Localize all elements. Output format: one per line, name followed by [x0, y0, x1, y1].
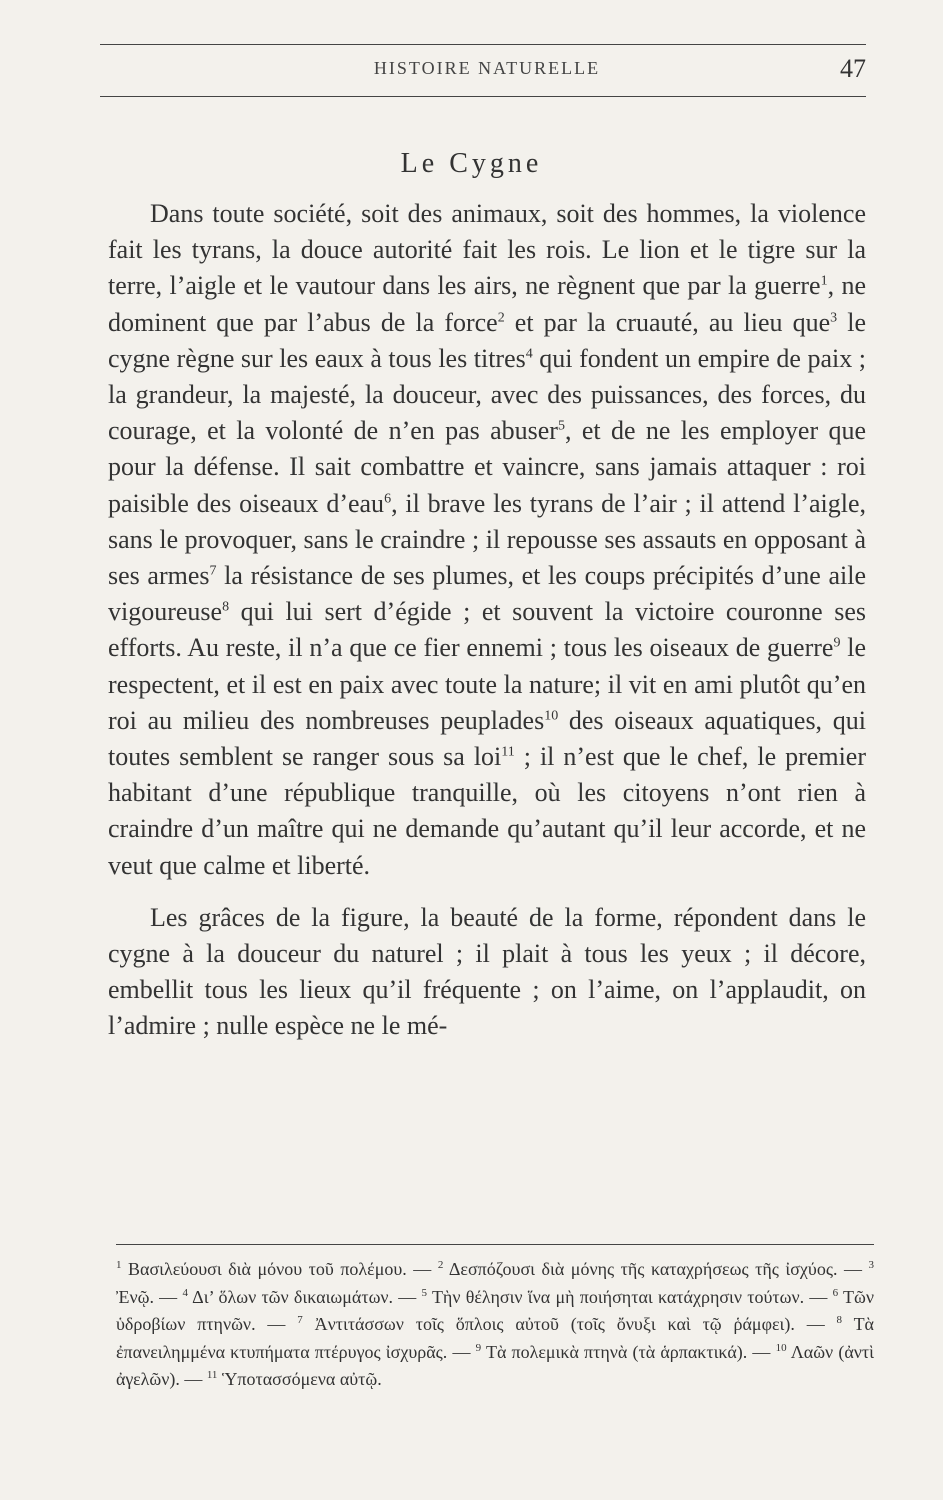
footnote-number: 9	[475, 1341, 482, 1354]
footnote-marker: 8	[222, 599, 230, 615]
page-number: 47	[840, 54, 866, 83]
footnote-text: Ὑποτασσόμενα αὐτῷ.	[217, 1369, 382, 1390]
footnote-number: 10	[775, 1341, 787, 1354]
footnote-text: Δεσπόζουσι διὰ μόνης τῆς καταχρήσεως τῆς ἰσχύος. —	[443, 1259, 869, 1279]
footnote-number: 11	[206, 1369, 218, 1382]
footnote-number: 8	[836, 1314, 843, 1327]
footnote-marker: 7	[209, 563, 217, 579]
footnote-number: 7	[297, 1314, 303, 1327]
footnote-marker: 1	[820, 273, 828, 289]
footnote-marker: 3	[830, 309, 838, 325]
footnote-text: Λαῶν (ἀντὶ ἀγελῶν). —	[116, 1341, 874, 1390]
footnote-text: Δι’ ὅλων τῶν δικαιωμάτων. —	[187, 1286, 422, 1307]
footnote-number: 3	[868, 1259, 874, 1271]
footnote-marker: 5	[557, 418, 565, 434]
chapter-title: Le Cygne	[400, 148, 543, 179]
paragraph-1: Dans toute société, soit des animaux, soit des hommes, la violence fait les tyrans, la douce autorité fait les rois. Le lion et le tigre sur la terre, l’aigle et le vautour dans les airs, ne règnent que par la guerre$^1$, ne dominent que par l’abus de la force$^2$ et par la cruauté, au lieu que$^3$ le cygne règne sur les eaux à tous les titres$^4$ qui fondent un empire de paix ; la grandeur, la majesté, la douceur, avec des puissances, des forces, du courage, et la volonté de n’en pas abuser$^5$, et de ne les employer que pour la défense. Il sait combattre et vaincre, sans jamais attaquer : roi paisible des oiseaux d’eau$^6$, il brave les tyrans de l’air ; il attend l’aigle, sans le provoquer, sans le craindre ; il repousse ses assauts en opposant à ses armes$^7$ la résistance de ses plumes, et les coups précipités d’une aile vigoureuse$^8$ qui lui sert d’égide ; et souvent la victoire couronne ses efforts. Au reste, il n’a que ce fier ennemi ; tous les oiseaux de guerre$^9$ le respectent, et il est en paix avec toute la nature; il vit en ami plutôt qu’en roi au milieu des nombreuses peuplades$^{10}$ des oiseaux aquatiques, qui toutes semblent se ranger sous sa loi$^{11}$ ; il n’est que le chef, le premier habitant d’une république tranquille, où les citoyens n’ont rien à craindre d’un maître qui ne demande qu’autant qu’il leur accorde, et ne veut que calme et liberté.	[108, 199, 867, 880]
footnote-marker: 4	[525, 346, 533, 362]
running-head: HISTOIRE NATURELLE	[373, 58, 601, 78]
footnote-text: Τὰ ἐπανειλημμένα κτυπήματα πτέρυγος ἰσχυρᾶς. —	[116, 1314, 874, 1362]
footnote-marker: 10	[544, 708, 559, 724]
footnote-marker: 11	[501, 744, 515, 760]
footnote-text: Ἀντιτάσσων τοῖς ὅπλοις αὐτοῦ (τοῖς ὄνυξι καὶ τῷ ῥάμφει). —	[302, 1314, 837, 1335]
footnote-number: 4	[182, 1286, 188, 1299]
paragraph-2: Les grâces de la figure, la beauté de la forme, répondent dans le cygne à la douceur du naturel ; il plait à tous les yeux ; il décore, embellit tous les lieux qu’il fréquente ; on l’aime, on l’applaudit, on l’admire ; nulle espèce ne le mé-	[108, 902, 866, 1041]
footnote-marker: 6	[384, 490, 392, 506]
footnote-text: Τῶν ὑδροβίων πτηνῶν. —	[116, 1286, 875, 1335]
footnote-text: Τὴν θέλησιν ἵνα μὴ ποιήσηται κατάχρησιν τούτων. —	[427, 1286, 833, 1307]
footnote-text: Τὰ πολεμικὰ πτηνὰ (τὰ ἁρπακτικά). —	[481, 1341, 776, 1362]
header-rule-bottom	[100, 96, 866, 97]
footnote-number: 6	[832, 1286, 839, 1299]
footnote-number: 1	[116, 1259, 122, 1271]
footnote-text: Βασιλεύουσι διὰ μόνου τοῦ πολέμου. —	[121, 1259, 438, 1279]
footnote-marker: 2	[497, 309, 505, 325]
footnote-marker: 9	[833, 635, 841, 651]
body-text	[108, 196, 866, 1045]
header-rule-top	[100, 44, 866, 45]
footnote-rule	[116, 1244, 874, 1245]
footnote-text: Ἐνῷ. —	[116, 1286, 183, 1307]
footnotes	[116, 1256, 874, 1394]
footnote-number: 2	[437, 1259, 444, 1271]
footnote-number: 5	[421, 1286, 428, 1299]
